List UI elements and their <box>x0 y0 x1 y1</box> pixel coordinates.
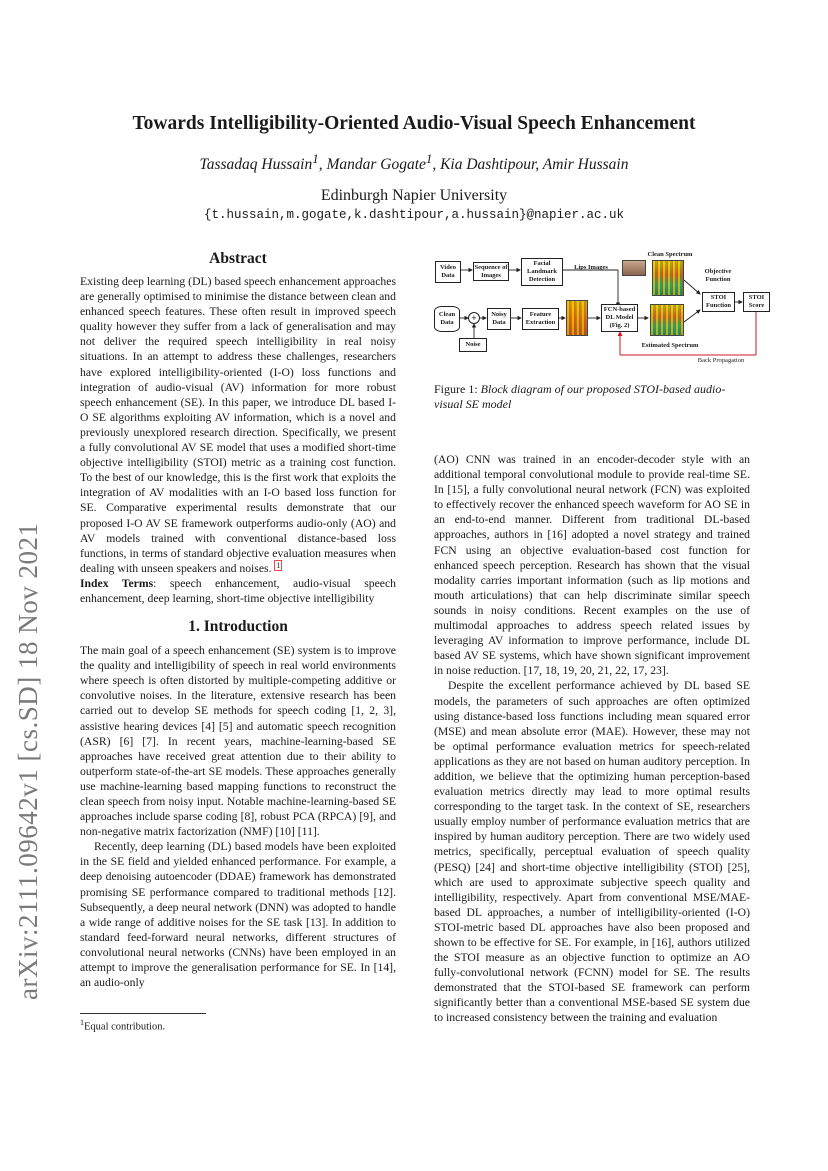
figure-1-caption <box>434 382 752 412</box>
author-affil-mark: 1 <box>425 151 433 166</box>
stoi-score-box: STOI Score <box>743 292 770 312</box>
footnote-rule <box>80 1013 206 1014</box>
right-column <box>434 452 750 1026</box>
clean-data-cylinder: Clean Data <box>434 306 460 332</box>
facial-landmark-box: Facial Landmark Detection <box>521 258 563 286</box>
left-column <box>80 250 396 990</box>
intro-paragraph-4: Despite the excellent performance achieved by DL based SE models, the parameters of such approaches are often optimized using distance-based loss functions including mean squared error (MSE) and mean absolute error (MAE). However, these may not be optimal performance evaluation metrics for speech-related applications as they are not based on human auditory perception. In addition, we believe that the optimizing human perception-based evaluation metrics directly may lead to more optimal results corresponding to the target task. In the context of SE, researchers usually employ number of performance evaluation metrics that are inspired by human auditory perception. There are two widely used metrics, specifically, perceptual evaluation of speech quality (PESQ) [24] and short-time objective intelligibility (STOI) [25], which are used to approximate subjective speech quality and intelligibility, respectively. Apart from conventional MSE/MAE-based DL approaches, a number of intelligibility-oriented (I-O) STOI-metric based DL approaches have also been proposed and shown to be effective for SE. For example, in [16], authors utilized the STOI measure as an objective function to optimize an AO fully-convolutional network (FCNN) model for SE. The results demonstrated that the STOI-based SE framework can perform significantly better than a conventional MSE-based SE system due to increased consistency between the training and evaluation <box>434 679 750 1025</box>
caption-label: Figure 1: <box>434 382 478 396</box>
footnote: $^1$Equal contribution. <box>80 1018 166 1033</box>
index-terms: Index Terms: speech enhancement, audio-visual speech enhancement, deep learning, short-time objective intelligibility <box>80 576 397 605</box>
index-terms-label: Index Terms <box>80 576 154 590</box>
stoi-function-box: STOI Function <box>702 292 735 312</box>
intro-paragraph-1: The main goal of a speech enhancement (SE) system is to improve the quality and intelligibility of speech in real world environments where speech is often distorted by multiple-competing additive or convolutive noises. In the literature, extensive research has been carried out to develop SE methods for speech coding [1, 2, 3], assistive hearing devices [4] [5] and automatic speech recognition (ASR) [6] [7]. In recent years, machine-learning-based SE approaches have received great attention due to their ability to outperform state-of-the-art SE models. These approaches generally use machine-learning based mapping functions to reconstruct the clean speech from noisy input. Notable machine-learning-based SE approaches include sparse coding [8], robust PCA (RPCA) [9], and non-negative matrix factorization (NMF) [10] [11]. <box>80 644 396 839</box>
author-name: Kia Dashtipour <box>440 156 536 174</box>
intro-paragraph-2: Recently, deep learning (DL) based models have been exploited in the SE field and yielded enhanced performance. For example, a deep denoising autoencoder (DDAE) framework has demonstrated promising SE performance compared to traditional methods [12]. Subsequently, a deep neural network (DNN) was adopted to handle a wide range of additive noises for the SE task [13]. In addition to standard feed-forward neural networks, different structures of convolutional neural networks (CNNs) have been employed in an attempt to improve the generalisation performance for SE. In [14], an audio-only <box>80 840 396 990</box>
objective-function-label: Objective Function <box>704 268 732 283</box>
author-affil-mark: 1 <box>312 151 319 166</box>
abstract-heading: Abstract <box>209 250 267 267</box>
author-list: Tassadaq Hussain$^1$, Mandar Gogate$^1$, Kia Dashtipour, Amir Hussain <box>199 151 629 174</box>
sequence-images-box: Sequence of Images <box>473 262 509 281</box>
figure-1-block-diagram <box>432 250 772 368</box>
estimated-spectrum-label: Estimated Spectrum <box>641 342 699 349</box>
noisy-spectrum-image <box>566 300 588 336</box>
clean-spectrum-label: Clean Spectrum <box>647 251 693 258</box>
arxiv-identifier: arXiv:2111.09642v1 [cs.SD] 18 Nov 2021 <box>13 522 43 1000</box>
abstract-paragraph: Existing deep learning (DL) based speech enhancement approaches are generally optimised to minimise the distance between clean and enhanced speech features. These often result in improved speech quality however they suffer from a lack of generalisation and may not deliver the required speech intelligibility in real noisy situations. In an attempt to address these challenges, researchers have explored intelligibility-oriented (I-O) loss functions and integration of audio-visual (AV) information for more robust speech enhancement (SE). In this paper, we introduce DL based I-O SE algorithms exploiting AV information, which is a novel and previously unexplored research direction. Specifically, we present a fully convolutional AV SE model that uses a modified short-time objective intelligibility (STOI) metric as a training cost function. To the best of our knowledge, this is the first work that exploits the integration of AV modalities with an I-O based loss function for SE. Comparative experimental results demonstrate that our proposed I-O AV SE framework outperforms audio-only (AO) and AV models trained with conventional distance-based loss functions, in terms of standard objective evaluation measures when dealing with unseen speakers and noises. $^1$ <box>80 275 396 575</box>
author-name: Amir Hussain <box>542 156 629 174</box>
plus-node: + <box>468 312 480 324</box>
noise-box: Noise <box>459 338 487 352</box>
feature-extraction-box: Feature Extraction <box>522 308 559 330</box>
author-emails[interactable]: {t.hussain,m.gogate,k.dashtipour,a.hussain}@napier.ac.uk <box>203 208 625 222</box>
author-name: Tassadaq Hussain <box>199 156 313 174</box>
affiliation: Edinburgh Napier University <box>320 187 508 204</box>
intro-paragraph-3: (AO) CNN was trained in an encoder-decoder style with an additional temporal convolutional module to provide real-time SE. In [15], a fully convolutional neural network (FCN) was exploited to effectively recover the enhanced speech waveform for AO SE in an end-to-end manner. Different from traditional DL-based approaches, authors in [16] adopted a novel strategy and trained FCN using an objective evaluation-based cost function for enhanced speech perception. Research has shown that the visual modality carries important information (such as lip motions and mouth articulations) that can help discriminate similar speech sounds in noisy conditions. Recent examples on the use of multimodal approaches to address speech related issues by leveraging AV information to improve performance, include DL based AV SE systems, which have shown significant improvement in noise reduction. [17, 18, 19, 20, 21, 22, 17, 23]. <box>434 453 750 678</box>
introduction-heading: 1. Introduction <box>188 618 288 636</box>
clean-spectrum-image <box>652 260 684 296</box>
video-data-box: Video Data <box>435 261 461 283</box>
lips-images-label: Lips Images <box>574 264 608 271</box>
estimated-spectrum-image <box>650 304 684 336</box>
lips-image-icon <box>622 260 646 276</box>
footnote-link[interactable]: 1 <box>276 560 281 570</box>
fcn-model-box: FCN-based DL Model (Fig. 2) <box>601 304 638 332</box>
author-name: Mandar Gogate <box>326 156 426 174</box>
paper-title: Towards Intelligibility-Oriented Audio-Visual Speech Enhancement <box>132 113 696 134</box>
noisy-data-box: Noisy Data <box>487 308 511 330</box>
caption-text: Block diagram of our proposed STOI-based audio-visual SE model <box>434 382 726 411</box>
back-propagation-label: Back Propagation <box>697 357 745 364</box>
